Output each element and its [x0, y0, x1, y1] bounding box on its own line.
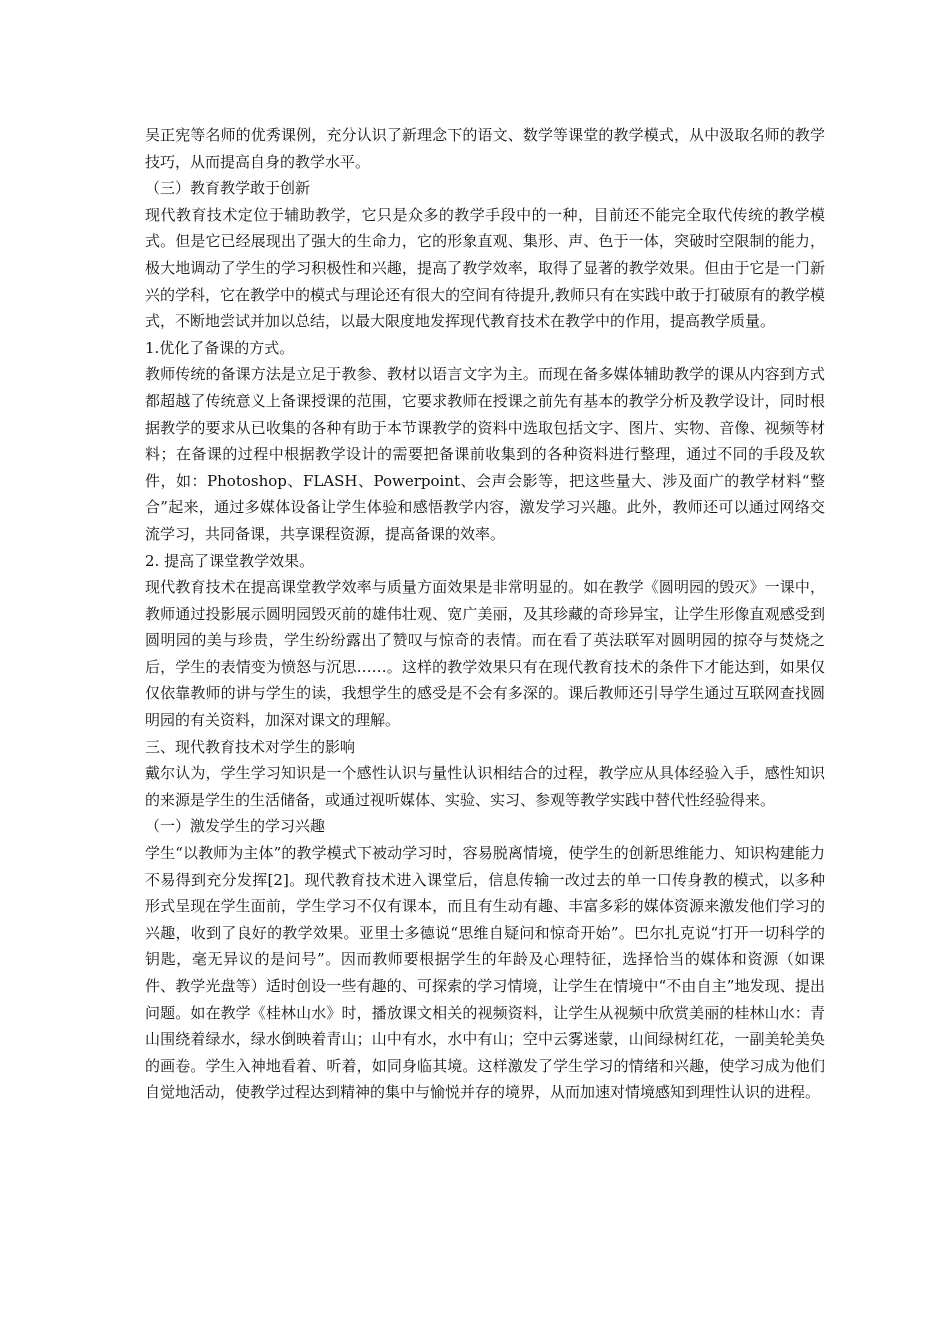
section-heading-innovation: （三）教育教学敢于创新 [145, 179, 311, 198]
subheading-lesson-prep: 1.优化了备课的方式。 [145, 338, 295, 357]
section-heading-student-impact: 三、现代教育技术对学生的影响 [145, 737, 356, 756]
paragraph-dale-theory: 戴尔认为，学生学习知识是一个感性认识与量性认识相结合的过程，教学应从具体经验入手，感性知识的来源是学生的生活储备，或通过视听媒体、实验、实习、参观等教学实践中替代性经验得来。 [145, 764, 825, 809]
document-page [145, 122, 825, 1106]
paragraph-innovation: 现代教育技术定位于辅助教学，它只是众多的教学手段中的一种，目前还不能完全取代传统的教学模式。但是它已经展现出了强大的生命力，它的形象直观、集形、声、色于一体，突破时空限制的能力，极大地调动了学生的学习积极性和兴趣，提高了教学效率，取得了显著的教学效果。但由于它是一门新兴的学科，它在教学中的模式与理论还有很大的空间有待提升,教师只有在实践中敢于打破原有的教学模式，不断地尝试并加以总结，以最大限度地发挥现代教育技术在教学中的作用，提高教学质量。 [145, 205, 825, 331]
section-heading-interest: （一）激发学生的学习兴趣 [145, 817, 326, 836]
paragraph-interest: 学生“以教师为主体”的教学模式下被动学习时，容易脱离情境，使学生的创新思维能力、知识构建能力不易得到充分发挥[2]。现代教育技术进入课堂后，信息传输一改过去的单一口传身教的模式，以多种形式呈现在学生面前，学生学习不仅有课本，而且有生动有趣、丰富多彩的媒体资源来激发他们学习的兴趣，收到了良好的教学效果。亚里士多德说“思维自疑问和惊奇开始”。巴尔扎克说“打开一切科学的钥匙，毫无异议的是问号”。因而教师要根据学生的年龄及心理特征，选择恰当的媒体和资源（如课件、教学光盘等）适时创设一些有趣的、可探索的学习情境，让学生在情境中“不由自主”地发现、提出问题。如在教学《桂林山水》时，播放课文相关的视频资料，让学生从视频中欣赏美丽的桂林山水：青山围绕着绿水，绿水倒映着青山；山中有水，水中有山；空中云雾迷蒙，山间绿树红花，一副美轮美奂的画卷。学生入神地看着、听着，如同身临其境。这样激发了学生学习的情绪和兴趣，使学习成为他们自觉地活动，使教学过程达到精神的集中与愉悦并存的境界，从而加速对情境感知到理性认识的进程。 [145, 844, 825, 1102]
subheading-classroom-effect: 2. 提高了课堂教学效果。 [145, 551, 315, 570]
paragraph-classroom-effect: 现代教育技术在提高课堂教学效率与质量方面效果是非常明显的。如在教学《圆明园的毁灭》一课中，教师通过投影展示圆明园毁灭前的雄伟壮观、宽广美丽，及其珍藏的奇珍异宝，让学生形像直观感受到圆明园的美与珍贵，学生纷纷露出了赞叹与惊奇的表情。而在看了英法联军对圆明园的掠夺与焚烧之后，学生的表情变为愤怒与沉思……。这样的教学效果只有在现代教育技术的条件下才能达到，如果仅仅依靠教师的讲与学生的读，我想学生的感受是不会有多深的。课后教师还引导学生通过互联网查找圆明园的有关资料，加深对课文的理解。 [145, 578, 825, 730]
paragraph-intro-continuation: 吴正宪等名师的优秀课例，充分认识了新理念下的语文、数学等课堂的教学模式，从中汲取名师的教学技巧，从而提高自身的教学水平。 [145, 126, 825, 171]
paragraph-lesson-prep: 教师传统的备课方法是立足于教参、教材以语言文字为主。而现在备多媒体辅助教学的课从内容到方式都超越了传统意义上备课授课的范围，它要求教师在授课之前先有基本的教学分析及教学设计，同时根据教学的要求从已收集的各种有助于本节课教学的资料中选取包括文字、图片、实物、音像、视频等材料；在备课的过程中根据教学设计的需要把备课前收集到的各种资料进行整理，通过不同的手段及软件，如：Photoshop、FLASH、Powerpoint、会声会影等，把这些量大、涉及面广的教学材料“整合”起来，通过多媒体设备让学生体验和感悟教学内容，激发学习兴趣。此外，教师还可以通过网络交流学习，共同备课，共享课程资源，提高备课的效率。 [145, 365, 825, 543]
